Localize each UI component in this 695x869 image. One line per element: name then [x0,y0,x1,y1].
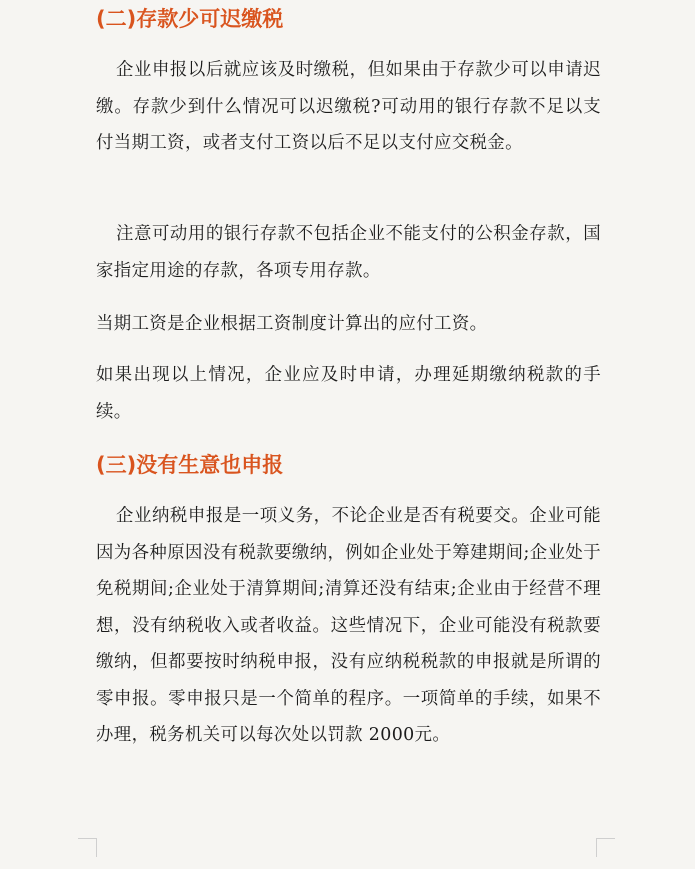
paragraph-apply-extension: 如果出现以上情况，企业应及时申请，办理延期缴纳税款的手续。 [96,365,601,422]
paragraph-usable-deposits: 注意可动用的银行存款不包括企业不能支付的公积金存款，国家指定用途的存款，各项专用存款。 [96,224,601,281]
section-heading-zero-filing: (三)没有生意也申报 [96,453,284,477]
section-heading-deferred-tax: (二)存款少可迟缴税 [96,7,284,31]
paragraph-zero-declaration: 企业纳税申报是一项义务，不论企业是否有税要交。企业可能因为各种原因没有税款要缴纳，例如企业处于筹建期间;企业处于免税期间;企业处于清算期间;清算还没有结束;企业由于经营不理想，没有纳税收入或者收益。这些情况下，企业可能没有税款要缴纳，但都要按时纳税申报，没有应纳税税款的申报就是所谓的零申报。零申报只是一个简单的程序。一项简单的手续，如果不办理，税务机关可以每次处以罚款 2000元。 [96,506,601,745]
corner-decoration-right [596,838,615,857]
paragraph-deferred-payment: 企业申报以后就应该及时缴税，但如果由于存款少可以申请迟缴。存款少到什么情况可以迟缴税?可动用的银行存款不足以支付当期工资，或者支付工资以后不足以支付应交税金。 [96,60,601,153]
paragraph-current-wages: 当期工资是企业根据工资制度计算出的应付工资。 [96,314,488,334]
corner-decoration-left [78,838,97,857]
